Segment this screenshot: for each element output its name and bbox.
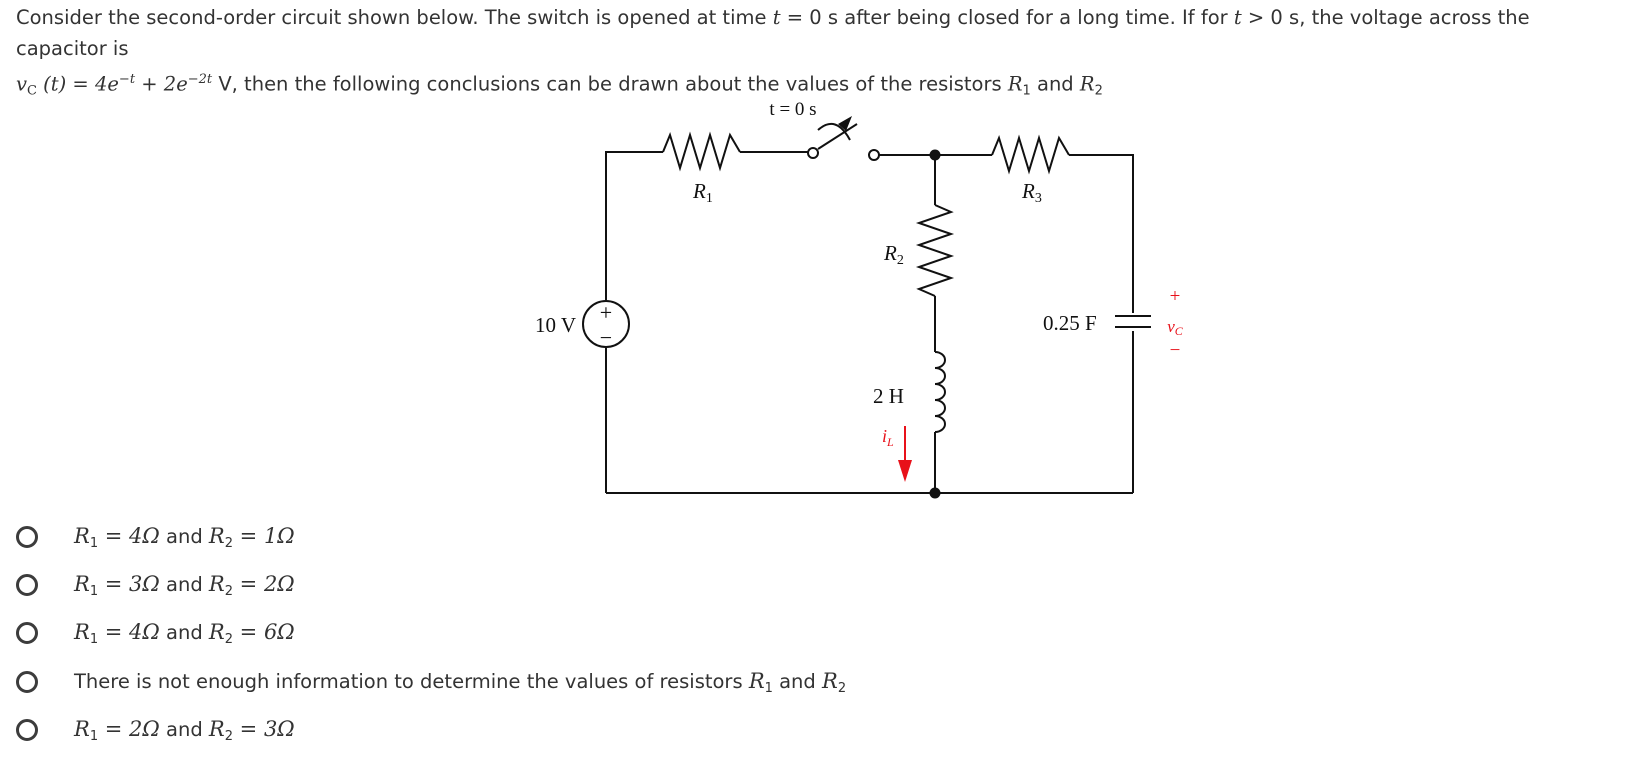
question-text-part: and	[1030, 72, 1080, 96]
option-3[interactable]	[16, 613, 295, 653]
source-minus: −	[599, 325, 613, 350]
inductor-label: 2 H	[873, 384, 904, 408]
vc-symbol: v	[16, 72, 28, 96]
radio-button[interactable]	[16, 574, 38, 596]
switch-terminal-right	[869, 150, 879, 160]
vc-expression-mid: + 2e	[135, 72, 188, 96]
option-label: $R_1 = 4\Omega$ and $R_2 = 1\Omega$	[74, 523, 295, 551]
question-text-part: V, then the following conclusions can be drawn about the values of the resistors	[212, 72, 1008, 96]
r1-symbol: R	[1007, 72, 1023, 96]
r2-subscript: 2	[1094, 83, 1103, 99]
r2-symbol: R	[1079, 72, 1095, 96]
node-top	[930, 150, 941, 161]
switch-blade	[818, 124, 857, 149]
time-greater-zero: > 0	[1241, 6, 1283, 29]
node-bottom	[930, 488, 941, 499]
radio-button[interactable]	[16, 719, 38, 741]
source-label: 10 V	[535, 313, 577, 337]
radio-button[interactable]	[16, 622, 38, 644]
question-text-part: Consider the second-order circuit shown below. The switch is opened at time	[16, 6, 773, 29]
option-1[interactable]	[16, 517, 295, 557]
current-arrow-icon	[898, 460, 912, 482]
switch-terminal-left	[808, 148, 818, 158]
radio-button[interactable]	[16, 671, 38, 693]
time-equals-zero: = 0	[780, 6, 822, 29]
exponent-2: −2t	[187, 72, 213, 87]
vc-expression: (t) = 4e	[36, 72, 119, 96]
resistor-r1-symbol	[663, 135, 740, 168]
option-4[interactable]	[16, 662, 846, 702]
inductor-symbol	[935, 352, 945, 432]
r3-label: R3	[1022, 179, 1042, 206]
resistor-r3-symbol	[992, 138, 1069, 171]
circuit-wires	[583, 124, 1151, 493]
current-label: $i_L$	[882, 426, 894, 449]
switch-label: t = 0 s	[769, 99, 817, 120]
resistor-r2-symbol	[919, 205, 951, 296]
option-label: $R_1 = 2\Omega$ and $R_2 = 3\Omega$	[74, 716, 295, 744]
wire-left-top	[606, 152, 663, 300]
wire-r3-right	[1069, 155, 1133, 313]
vc-label: vC	[1167, 317, 1183, 338]
option-label: $R_1 = 4\Omega$ and $R_2 = 6\Omega$	[74, 619, 295, 647]
option-label: $R_1 = 3\Omega$ and $R_2 = 2\Omega$	[74, 571, 295, 599]
r1-label: R1	[693, 179, 713, 206]
source-plus: +	[599, 300, 613, 325]
option-label: There is not enough information to determine the values of resistors $R_1$ and $R_2$	[74, 668, 847, 696]
question-text-part: s after being closed for a long time. If for	[821, 6, 1234, 29]
question-text-part: s, the voltage across the capacitor is	[16, 6, 1530, 60]
exponent-1: −t	[118, 72, 136, 87]
radio-button[interactable]	[16, 526, 38, 548]
r1-subscript: 1	[1022, 83, 1031, 99]
r2-label: R2	[884, 241, 904, 268]
option-5[interactable]	[16, 710, 295, 750]
option-2[interactable]	[16, 565, 295, 605]
vc-minus: −	[1169, 340, 1181, 361]
time-symbol: t	[772, 6, 781, 29]
vc-subscript: C	[27, 83, 37, 99]
capacitor-label: 0.25 F	[1043, 311, 1097, 335]
time-symbol: t	[1233, 6, 1242, 29]
vc-plus: +	[1169, 286, 1181, 307]
